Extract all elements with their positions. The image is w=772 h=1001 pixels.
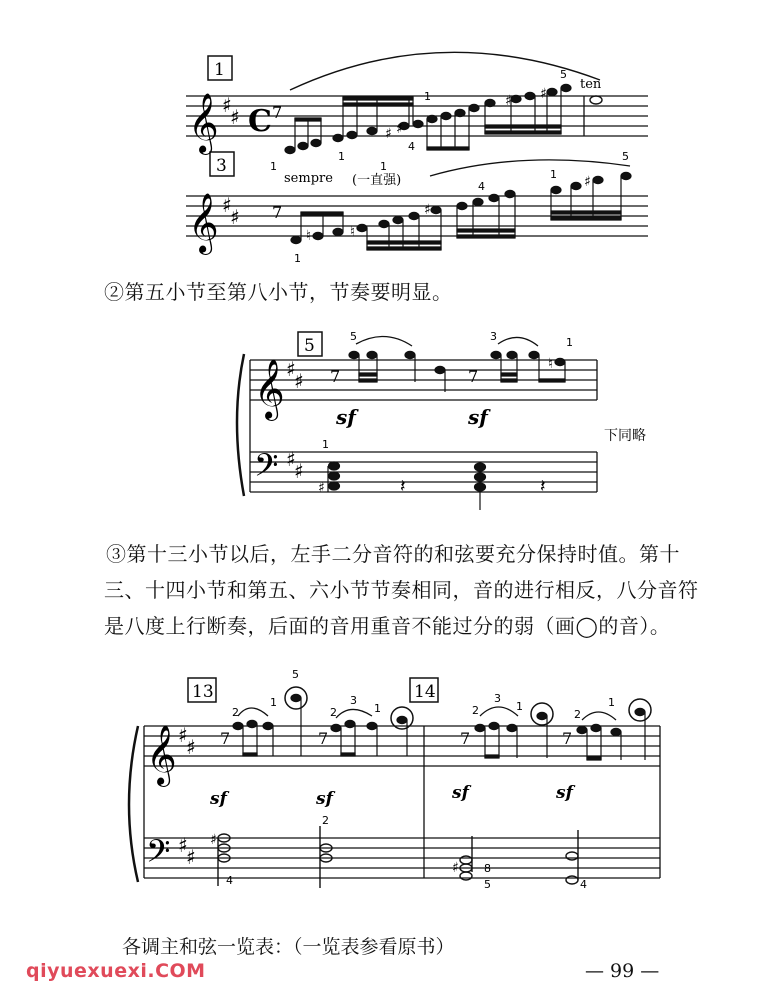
accidental-sharp: ♯ (540, 86, 547, 102)
fingering: 2 (330, 706, 337, 719)
key-signature-sharp: ♯ (178, 723, 188, 747)
fingering: 3 (494, 692, 501, 705)
fingering: 1 (338, 150, 345, 163)
eighth-rest: 7 (468, 367, 479, 386)
tenuto-marking: ten (580, 77, 602, 92)
accidental-sharp: ♯ (584, 174, 591, 190)
sempre-translation: (一直强) (352, 173, 402, 188)
fingering: 1 (550, 168, 557, 181)
quarter-rest: 𝄽 (400, 476, 406, 497)
key-signature-sharp: ♯ (178, 833, 188, 857)
measure-number-1: 1 (214, 60, 225, 80)
fingering: 5 (484, 878, 491, 891)
key-signature-sharp: ♯ (230, 105, 240, 129)
dynamic-sf: sf (468, 405, 488, 429)
accidental-sharp: ♯ (318, 480, 325, 496)
fingering: 5 (292, 668, 299, 681)
score-excerpt-1 (0, 0, 772, 270)
fingering: 3 (350, 694, 357, 707)
score-excerpt-3 (0, 660, 772, 892)
score-excerpt-1-svg (0, 0, 772, 270)
fingering: 2 (322, 814, 329, 827)
bass-clef-icon: 𝄢 (254, 447, 279, 491)
treble-clef-icon: 𝄞 (188, 93, 219, 153)
slur (498, 337, 538, 346)
note-paragraph-3: ③第十三小节以后，左手二分音符的和弦要充分保持时值。第十三、十四小节和第五、六小节节奏相同，音的进行相反，八分音符是八度上行断奏，后面的音用重音不能过分的弱（画◯的音）。 (104, 542, 699, 638)
measure-number-13: 13 (192, 682, 214, 702)
treble-clef-icon: 𝄞 (188, 193, 219, 253)
fingering: 4 (408, 140, 415, 153)
brace (237, 354, 244, 496)
measure-number-3: 3 (216, 156, 227, 176)
dynamic-sf: sf (336, 405, 356, 429)
eighth-rest: 7 (220, 729, 231, 748)
fingering: 5 (622, 150, 629, 163)
fingering: 1 (516, 700, 523, 713)
side-note: 下同略 (604, 428, 646, 444)
fingering: 5 (350, 330, 357, 343)
key-signature-sharp: ♯ (230, 205, 240, 229)
fingering: 2 (574, 708, 581, 721)
fingering: 2 (472, 704, 479, 717)
fingering: 3 (490, 330, 497, 343)
fingering: 8 (484, 862, 491, 875)
right-hand-notes (349, 351, 565, 392)
accidental-natural: ♮ (350, 224, 356, 240)
fingering: 4 (226, 874, 233, 887)
measure-number-14: 14 (414, 682, 436, 702)
key-signature-sharp: ♯ (286, 357, 296, 381)
fingering: 1 (270, 160, 277, 173)
circled-notes (285, 687, 651, 729)
accidental-sharp: ♯ (210, 832, 217, 848)
accidental-sharp: ♯ (452, 860, 459, 876)
note-run-system-2 (291, 172, 631, 250)
key-signature-sharp: ♯ (294, 369, 304, 393)
dynamic-sf: sf (210, 789, 227, 809)
accidental-sharp: ♯ (505, 93, 512, 109)
slur (238, 708, 268, 716)
fingering: 1 (294, 252, 301, 265)
measure-number-5: 5 (304, 336, 315, 356)
whole-note (590, 96, 602, 104)
accidental-sharp: ♯ (424, 202, 431, 218)
site-watermark: qiyuexuexi.COM (26, 960, 206, 982)
accidental-natural: ♮ (306, 228, 312, 244)
phrase-slur (430, 160, 630, 176)
dynamic-sf: sf (316, 789, 333, 809)
key-signature-sharp: ♯ (186, 845, 196, 869)
bass-clef-icon: 𝄢 (146, 833, 171, 877)
quarter-rest: 𝄽 (540, 476, 546, 497)
slur (336, 709, 372, 718)
treble-clef-icon: 𝄞 (254, 359, 285, 419)
dynamic-sf: sf (452, 783, 469, 803)
dynamic-sf: sf (556, 783, 573, 803)
accidental-sharp: ♯ (396, 121, 403, 137)
fingering: 1 (608, 696, 615, 709)
brace (129, 726, 138, 882)
fingering: 4 (580, 878, 587, 891)
fingering: 1 (374, 702, 381, 715)
slur (582, 712, 616, 720)
left-hand-chords (328, 462, 486, 510)
treble-clef-icon: 𝄞 (146, 725, 177, 785)
accidental-sharp: ♯ (385, 126, 392, 142)
eighth-rest: 7 (562, 729, 573, 748)
slur (480, 707, 518, 716)
key-signature-sharp: ♯ (222, 93, 232, 117)
page-number: — 99 — (585, 960, 660, 982)
key-signature-sharp: ♯ (222, 193, 232, 217)
key-signature-sharp: ♯ (186, 735, 196, 759)
note-paragraph-2: ②第五小节至第八小节，节奏要明显。 (104, 280, 453, 304)
fingering: 2 (232, 706, 239, 719)
score-excerpt-2 (0, 320, 772, 510)
right-hand-notes (233, 694, 645, 760)
left-hand-chords (218, 826, 578, 888)
eighth-rest: 7 (272, 203, 283, 222)
table-caption: 各调主和弦一览表：（一览表参看原书） (122, 936, 455, 958)
fingering: 4 (478, 180, 485, 193)
fingering: 5 (560, 68, 567, 81)
eighth-rest: 7 (272, 103, 283, 122)
fingering: 1 (380, 160, 387, 173)
key-signature-sharp: ♯ (286, 447, 296, 471)
key-signature-sharp: ♯ (294, 459, 304, 483)
accidental-natural: ♮ (548, 356, 554, 372)
score-excerpt-3-svg (0, 660, 772, 892)
fingering: 1 (270, 696, 277, 709)
sempre-marking: sempre (284, 171, 333, 186)
eighth-rest: 7 (318, 729, 329, 748)
slur (356, 336, 412, 346)
fingering: 1 (566, 336, 573, 349)
phrase-slur (290, 52, 600, 90)
eighth-rest: 7 (460, 729, 471, 748)
time-signature: C (248, 104, 272, 139)
fingering: 1 (322, 438, 329, 451)
eighth-rest: 7 (330, 367, 341, 386)
fingering: 1 (424, 90, 431, 103)
score-excerpt-2-svg (0, 320, 772, 510)
